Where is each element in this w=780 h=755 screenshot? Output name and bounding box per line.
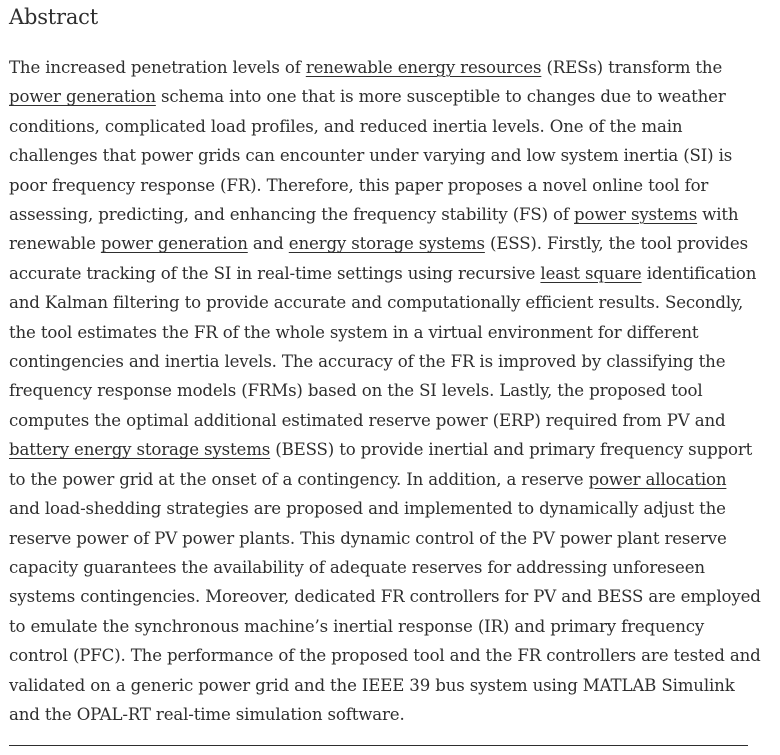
link-power-generation[interactable]: power generation — [9, 87, 156, 107]
link-energy-storage-systems[interactable]: energy storage systems — [288, 234, 485, 254]
link-renewable-energy-resources[interactable]: renewable energy resources — [305, 58, 542, 77]
link-battery-energy-storage-systems[interactable]: battery energy storage systems — [9, 440, 271, 460]
abstract-line: The increased penetration levels of renewable energy resources (RESs) transform the — [9, 58, 723, 77]
abstract-line: frequency response models (FRMs) based on the SI levels. Lastly, the proposed tool — [9, 381, 703, 401]
abstract-line: validated on a generic power grid and the IEEE 39 bus system using MATLAB Simulink — [9, 675, 735, 695]
link-power-systems[interactable]: power systems — [574, 205, 698, 225]
abstract-heading: Abstract — [9, 5, 98, 29]
abstract-line: computes the optimal additional estimated reserve power (ERP) required from PV and — [9, 410, 726, 430]
abstract-section — [9, 0, 761, 724]
abstract-line: and load-shedding strategies are proposed and implemented to dynamically adjust the — [9, 499, 726, 519]
abstract-line: challenges that power grids can encounter under varying and low system inertia (SI) is — [9, 146, 733, 166]
abstract-line: the tool estimates the FR of the whole system in a virtual environment for different — [9, 322, 699, 342]
abstract-line: assessing, predicting, and enhancing the frequency stability (FS) of power systems with — [9, 205, 739, 225]
link-power-allocation[interactable]: power allocation — [588, 469, 727, 489]
abstract-line: control (PFC). The performance of the proposed tool and the FR controllers are tested and — [9, 646, 761, 666]
abstract-line: and the OPAL-RT real-time simulation software. — [9, 704, 405, 724]
abstract-line: accurate tracking of the SI in real-time settings using recursive least square identification — [9, 263, 757, 283]
abstract-line: conditions, complicated load profiles, and reduced inertia levels. One of the main — [9, 116, 683, 136]
abstract-line: poor frequency response (FR). Therefore, this paper proposes a novel online tool for — [9, 175, 709, 195]
abstract-line: systems contingencies. Moreover, dedicated FR controllers for PV and BESS are employed — [9, 587, 761, 607]
abstract-line: renewable power generation and energy storage systems (ESS). Firstly, the tool provides — [9, 234, 748, 254]
abstract-line: capacity guarantees the availability of adequate reserves for addressing unforeseen — [9, 557, 705, 577]
abstract-line: battery energy storage systems (BESS) to provide inertial and primary frequency support — [9, 440, 753, 460]
abstract-line: reserve power of PV power plants. This dynamic control of the PV power plant reserve — [9, 528, 727, 548]
abstract-line: power generation schema into one that is more susceptible to changes due to weather — [9, 87, 726, 107]
abstract-line: contingencies and inertia levels. The accuracy of the FR is improved by classifying the — [9, 352, 726, 372]
abstract-line: to the power grid at the onset of a contingency. In addition, a reserve power allocation — [9, 469, 727, 489]
abstract-body — [9, 53, 759, 729]
abstract-line: to emulate the synchronous machine’s inertial response (IR) and primary frequency — [9, 616, 705, 636]
abstract-line: and Kalman filtering to provide accurate and computationally efficient results. Secondly, — [9, 293, 744, 313]
link-power-generation[interactable]: power generation — [100, 234, 248, 254]
link-least-square[interactable]: least square — [540, 263, 642, 283]
section-divider — [9, 745, 748, 746]
